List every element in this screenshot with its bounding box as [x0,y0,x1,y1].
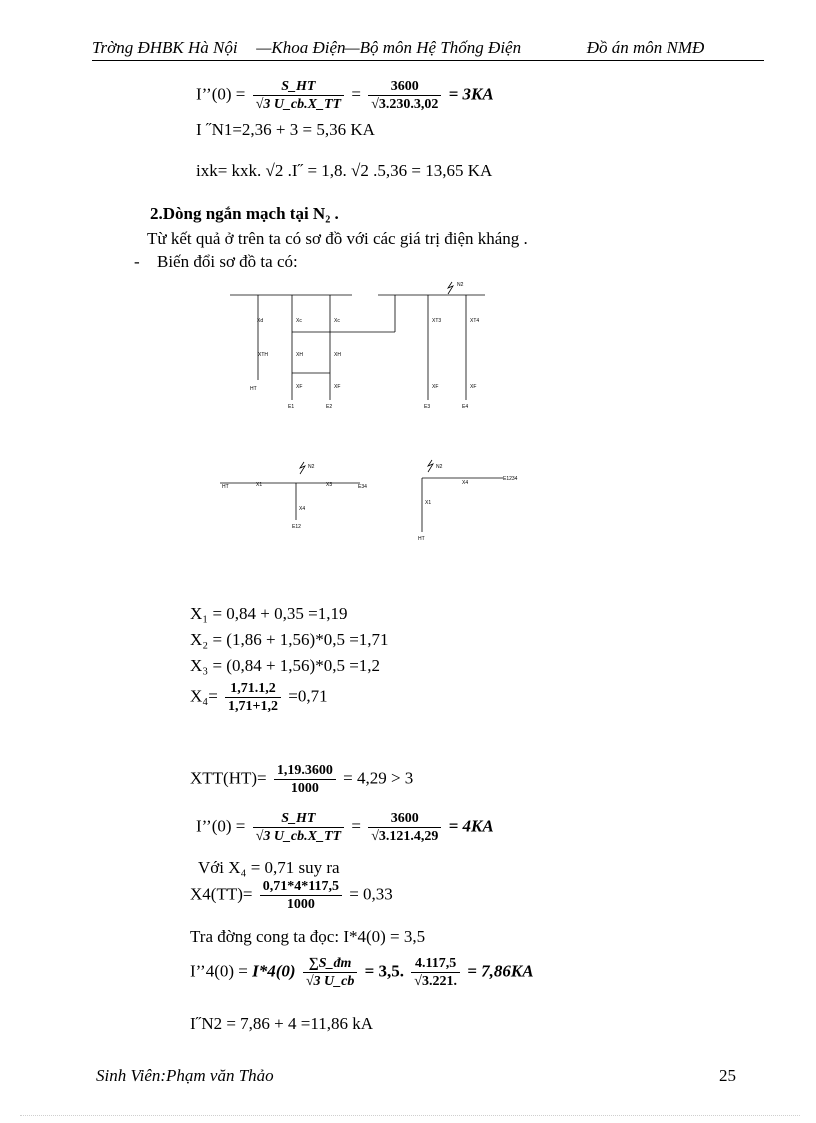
lbl-x4-br: X4 [462,480,469,486]
page-footer [96,1066,736,1086]
x4tt-lhs: X4(TT)= [190,884,253,904]
xtt-frac [274,762,336,797]
x4tt-den: 1000 [260,895,342,913]
lbl-ht-top: HT [250,386,257,392]
eq-tra: Tra đờng cong ta đọc: I*4(0) = 3,5 [190,927,426,946]
lbl-e3: E3 [424,404,431,410]
lbl-xd: Xd [257,318,264,324]
page-header [92,38,764,61]
eq1-result: = 3KA [448,84,494,104]
i4-res: = 7,86KA [467,961,534,981]
lbl-xt3: XT3 [432,318,442,324]
lbl-xc1: Xc [296,318,302,324]
header-faculty: —Khoa Điện [256,38,346,57]
section-heading: 2.Dòng ngắn mạch tại N₂ . [150,204,339,223]
lbl-xt4: XT4 [470,318,480,324]
lbl-x3-bl: X3 [326,482,333,488]
eq-voi: Với X₄ = 0,71 suy ra [198,858,340,877]
x4-num: 1,71.1,2 [230,681,276,696]
i0-frac1 [253,810,344,845]
lbl-n2-bl: N2 [308,464,315,470]
header-department: —Bộ môn Hệ Thống Điện [344,38,522,57]
lbl-e1234: E1234 [503,476,518,482]
eq-xtt [190,762,413,797]
lbl-xf4: XF [470,384,477,390]
i0-frac2 [368,810,441,845]
lbl-xh1: XH [296,352,303,358]
eq1-f2-den: √3.230.3,02 [368,95,441,113]
bullet-text: Biến đổi sơ đồ ta có: [157,252,298,271]
eq-x2: X₂ = (1,86 + 1,56)*0,5 =1,71 [190,630,389,649]
i0-f1-num: S_HT [281,811,316,826]
circuit-diagram [200,270,560,560]
i4-f2-den: √3.221. [411,972,460,990]
i4-lhs: I’’4(0) = [190,961,248,981]
header-school: Trờng ĐHBK Hà Nội [92,38,238,57]
lbl-xth: XTH [258,352,268,358]
i4-mid: = 3,5. [364,961,405,981]
eq1-frac1 [253,78,344,113]
lbl-x4-bl: X4 [299,506,306,512]
bullet-mark: - [134,252,140,271]
x4tt-frac [260,878,342,913]
i4-frac2 [411,955,460,990]
eq-in2: I˝N2 = 7,86 + 4 =11,86 kA [190,1014,374,1033]
lbl-e34: E34 [358,484,367,490]
section-intro: Từ kết quả ở trên ta có sơ đồ với các giá trị điện kháng . [147,229,528,248]
i4-sym: I*4(0) [252,961,296,981]
eq-i4 [190,955,534,990]
lbl-ht-br: HT [418,536,425,542]
eq-x3: X₃ = (0,84 + 1,56)*0,5 =1,2 [190,656,381,675]
eq-x4 [190,680,328,715]
x4-lhs: X₄= [190,686,218,706]
xtt-res: = 4,29 > 3 [343,768,414,788]
eq1-f1-den: √3 U_cb.X_TT [253,95,344,113]
eq-i0-second: I’’(0) = $\frac{S\_HT}{√3 U\_cb.X\_TT}$ = $\frac{3600}{√3.121.4,29}$ = 4KA [196,811,494,844]
x4-frac [225,680,281,715]
i0-f2-den: √3.121.4,29 [368,827,441,845]
xtt-den: 1000 [274,779,336,797]
eq1-lhs: I’’(0) = [196,84,246,104]
eq-i0-first: I’’(0) = $\frac{S\_HT}{√3 U\_cb.X\_TT}$ = $\frac{3600}{√3.230.3,02}$ = 3KA [196,79,494,112]
lbl-xh2: XH [334,352,341,358]
footer-author: Sinh Viên:Phạm văn Thảo [96,1066,274,1085]
lbl-x1-br: X1 [425,500,432,506]
i0-lhs: I’’(0) = [196,816,246,836]
i0-res: = 4KA [448,816,494,836]
lbl-xf2: XF [334,384,341,390]
eq1-frac2 [368,78,441,113]
x4tt-res: = 0,33 [349,884,393,904]
lbl-e12: E12 [292,524,301,530]
page-number: 25 [719,1066,736,1085]
x4tt-num: 0,71*4*117,5 [262,879,339,894]
lbl-ht-bl: HT [222,484,229,490]
xtt-num: 1,19.3600 [276,763,333,778]
footer-divider [20,1115,800,1116]
lbl-e4: E4 [462,404,469,410]
i4-f1-den: √3 U_cb [303,972,358,990]
i4-f1-num: ∑S_đm [308,956,352,971]
lbl-e1: E1 [288,404,295,410]
i4-f2-num: 4.117,5 [415,956,457,971]
i0-f2-num: 3600 [390,811,419,826]
x4-den: 1,71+1,2 [225,697,281,715]
lbl-n2-top: N2 [457,282,464,288]
eq-x4tt [190,878,393,913]
lbl-n2-br: N2 [436,464,443,470]
header-course: Đồ án môn NMĐ [586,38,705,57]
lbl-e2: E2 [326,404,333,410]
eq-in1: I ˝N1=2,36 + 3 = 5,36 KA [196,120,375,139]
lbl-xc2: Xc [334,318,340,324]
lbl-xf1: XF [296,384,303,390]
xtt-lhs: XTT(HT)= [190,768,267,788]
eq1-f1-num: S_HT [281,79,316,94]
i0-f1-den: √3 U_cb.X_TT [253,827,344,845]
lbl-xf3: XF [432,384,439,390]
eq-ixk: ixk= kxk. √2 .I˝ = 1,8. √2 .5,36 = 13,65 KA [196,161,493,180]
x4-res: =0,71 [288,686,328,706]
lbl-x1-bl: X1 [256,482,263,488]
eq-x1: X₁ = 0,84 + 0,35 =1,19 [190,604,348,623]
i4-frac1 [303,955,358,990]
eq1-f2-num: 3600 [390,79,419,94]
